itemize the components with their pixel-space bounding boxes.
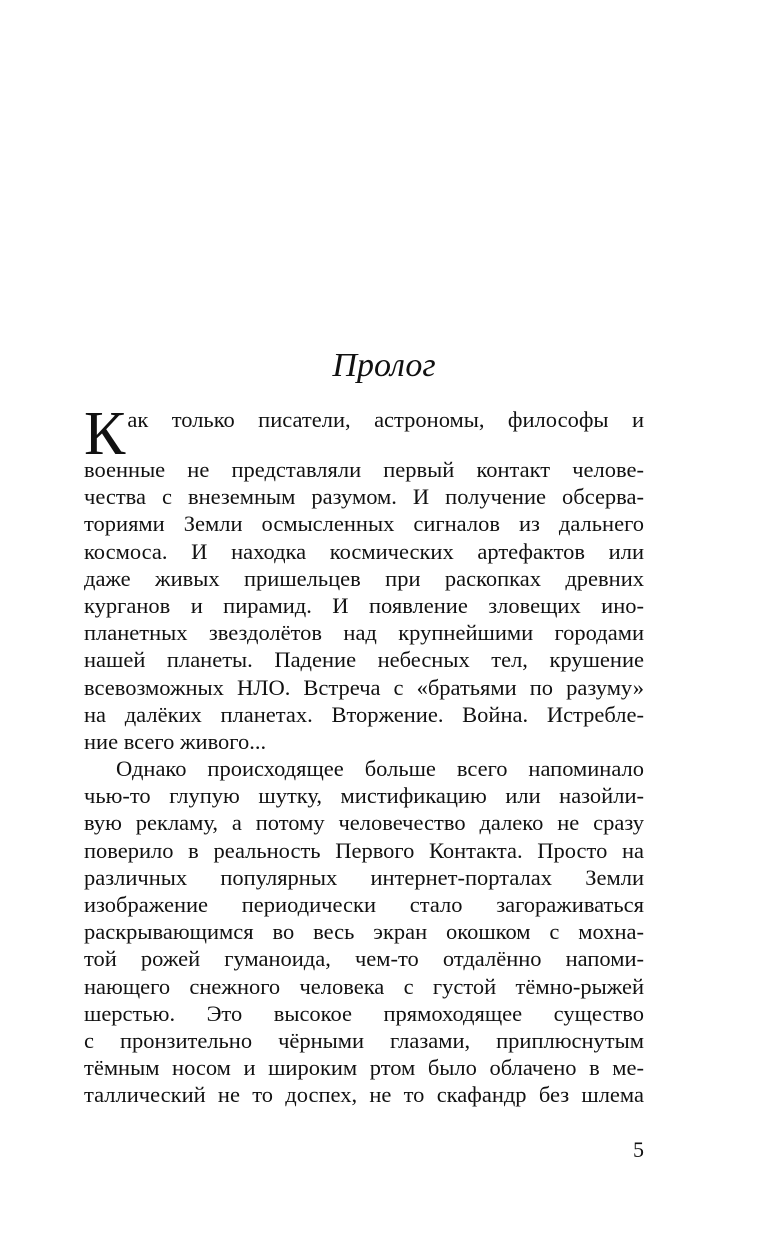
text-line: планетных звездолётов над крупнейшими городами: [84, 620, 644, 646]
text-line: курганов и пирамид. И появление зловещих ино-: [84, 592, 644, 618]
text-line: космоса. И находка космических артефактов или: [84, 538, 644, 564]
text-line: тёмным носом и широким ртом было облачено в ме-: [84, 1055, 644, 1081]
text-line: чью-то глупую шутку, мистификацию или назойли-: [84, 783, 644, 809]
text-line: всевозможных НЛО. Встреча с «братьями по разуму»: [84, 674, 644, 700]
paragraph-2: [84, 755, 644, 1108]
drop-cap: К: [84, 400, 126, 468]
paragraph-1: [84, 400, 644, 755]
text-line: различных популярных интернет-порталах Земли: [84, 864, 644, 890]
chapter-title: Пролог: [332, 347, 436, 384]
text-line: Однако происходящее больше всего напоминало: [116, 756, 644, 782]
text-line: шерстью. Это высокое прямоходящее существо: [84, 1000, 644, 1026]
text-line: изображение периодически стало загораживаться: [84, 892, 644, 917]
text-line: ние всего живого...: [84, 728, 267, 754]
text-line: таллический не то доспех, не то скафандр без шлема: [84, 1082, 644, 1108]
text-line: нающего снежного человека с густой тёмно-рыжей: [84, 973, 644, 999]
text-line: ториями Земли осмысленных сигналов из дальнего: [84, 511, 644, 537]
page-number: 5: [633, 1137, 644, 1162]
text-line: раскрывающимся во весь экран окошком с мохна-: [84, 919, 644, 945]
text-line: поверило в реальность Первого Контакта. Просто на: [84, 837, 644, 863]
text-line: военные не представляли первый контакт челове-: [84, 457, 644, 482]
text-line: на далёких планетах. Вторжение. Война. Истребле-: [84, 701, 644, 727]
text-line: той рожей гуманоида, чем-то отдалённо напоми-: [84, 946, 644, 972]
text-line: с пронзительно чёрными глазами, приплюснутым: [84, 1027, 644, 1053]
text-line: ак только писатели, астрономы, философы и: [127, 407, 644, 432]
text-line: вую рекламу, а потому человечество далеко не сразу: [84, 810, 644, 836]
body-text: [84, 400, 644, 1109]
text-line: нашей планеты. Падение небесных тел, крушение: [84, 647, 644, 673]
text-line: чества с внеземным разумом. И получение обсерва-: [84, 484, 644, 510]
text-line: даже живых пришельцев при раскопках древних: [84, 565, 644, 591]
